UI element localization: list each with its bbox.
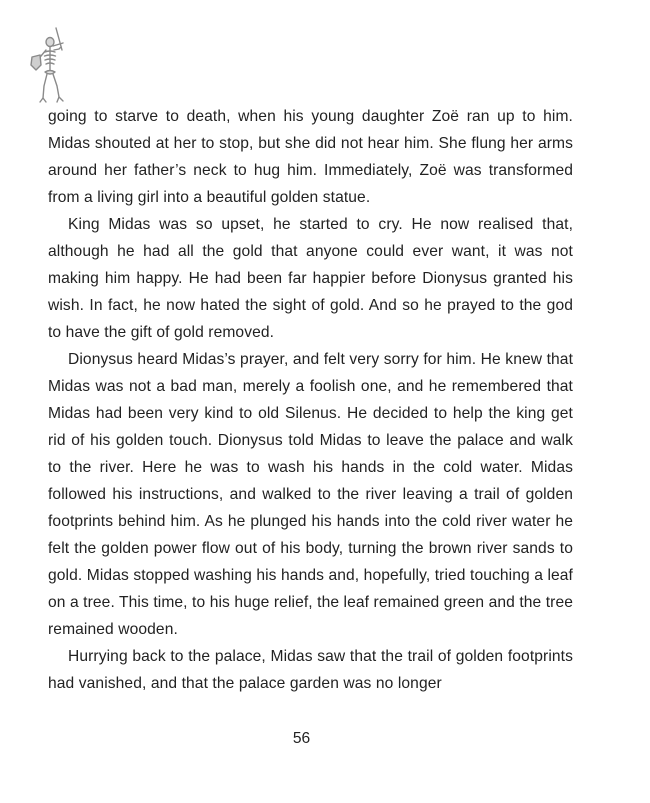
paragraph: going to starve to death, when his young daughter Zoë ran up to him. Midas shouted at her to stop, but she did not hear him. She flung her arms around her father’s neck to hug him. Immediately, Zoë was transformed from a living girl into a beautiful golden statue. xyxy=(48,108,573,206)
paragraph: Hurrying back to the palace, Midas saw that the trail of golden footprints had vanished, and that the palace garden was no longer xyxy=(48,648,573,692)
paragraph: Dionysus heard Midas’s prayer, and felt very sorry for him. He knew that Midas was not a bad man, merely a foolish one, and he remembered that Midas had been very kind to old Silenus. He decided to help the king get rid of his golden touch. Dionysus told Midas to leave the palace and walk to the river. Here he was to wash his hands in the cold water. Midas followed his instructions, and walked to the river leaving a trail of golden footprints behind him. As he plunged his hands into the cold river water he felt the golden power flow out of his body, turning the brown river sands to gold. Midas stopped washing his hands and, hopefully, tried touching a leaf on a tree. This time, to his huge relief, the leaf remained green and the tree remained wooden. xyxy=(48,351,574,638)
skeleton-warrior-illustration xyxy=(26,24,78,106)
page-number: 56 xyxy=(292,730,311,747)
paragraph: King Midas was so upset, he started to cry. He now realised that, although he had all the gold that anyone could ever want, it was not making him happy. He had been far happier before Dionysus granted his wish. In fact, he now hated the sight of gold. And so he prayed to the god to have the gift of gold removed. xyxy=(48,216,573,341)
story-text xyxy=(48,103,573,697)
